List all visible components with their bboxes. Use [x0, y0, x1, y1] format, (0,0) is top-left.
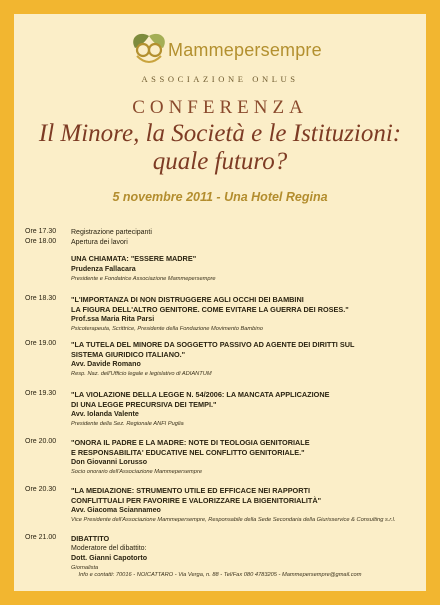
talk-title-line-1: "L'IMPORTANZA DI NON DISTRUGGERE AGLI OCCHI DEI BAMBINI — [71, 295, 304, 304]
talk-title-line-2: CONFLITTUALI PER FAVORIRE E VALORIZZARE LA BIGENITORIALITÀ" — [71, 495, 322, 505]
schedule-text: Apertura dei lavori — [71, 239, 128, 246]
talk-title-line-2: SISTEMA GIURIDICO ITALIANO." — [71, 349, 186, 359]
speaker-role: Socio onorario dell'Associazione Mammepersempre — [71, 469, 203, 475]
talk-title: UNA CHIAMATA: "ESSERE MADRE" — [71, 254, 197, 263]
speaker-role: Psicoterapeuta, Scrittrice, Presidente della Fondazione Movimento Bambino — [71, 326, 263, 332]
talk-title-line-2: E RESPONSABILITA' EDUCATIVE NEL CONFLITTO GENITORIALE." — [71, 447, 305, 457]
logo — [14, 26, 426, 88]
talk-title-line-1: "LA VIOLAZIONE DELLA LEGGE N. 54/2006: LA MANCATA APPLICAZIONE — [71, 390, 330, 399]
speaker-role: Vice Presidente dell'Associazione Mammepersempre, Responsabile della Sede Secondaria della Giurisservice & Consulting s.r.l. — [71, 517, 396, 523]
talk-title: DIBATTITO — [71, 534, 110, 543]
schedule-time: Ore 19.30 — [25, 390, 57, 397]
speaker-role: Presidente e Fondatrice Associazione Mammepersempre — [71, 275, 216, 282]
schedule-time: Ore 18.00 — [25, 238, 57, 245]
date-venue: 5 novembre 2011 - Una Hotel Regina — [112, 190, 328, 204]
schedule-time: Ore 19.00 — [25, 340, 57, 347]
speaker-name: Avv. Iolanda Valente — [71, 410, 139, 418]
schedule-time: Ore 20.00 — [25, 438, 57, 445]
speaker-role: Presidente della Sez. Regionale ANFI Puglia — [71, 421, 184, 427]
talk-title-line-2: DI UNA LEGGE PRECURSIVA DEI TEMPI." — [71, 399, 217, 409]
conference-title — [14, 120, 426, 176]
schedule-time: Ore 18.30 — [25, 295, 57, 302]
schedule-text: Registrazione partecipanti — [71, 229, 152, 236]
contact-footer: Info e contatti: 70016 - NOICATTARO - Via Verga, n. 88 - Tel/Fax 080 4783205 - Mammepersempre@gmail.com — [78, 572, 362, 578]
speaker-name: Don Giovanni Lorusso — [71, 458, 148, 466]
speaker-name: Prudenza Fallacara — [71, 264, 136, 273]
talk-title-line-1: "ONORA IL PADRE E LA MADRE: NOTE DI TEOLOGIA GENITORIALE — [71, 438, 310, 447]
moderator-label: Moderatore del dibattito: — [71, 544, 147, 552]
poster-sheet — [14, 14, 426, 591]
title-line-1: Il Minore, la Società e le Istituzioni: — [38, 120, 402, 147]
schedule-time: Ore 20.30 — [25, 486, 57, 493]
schedule-time: Ore 17.30 — [25, 228, 57, 235]
talk-title-line-1: "LA TUTELA DEL MINORE DA SOGGETTO PASSIVO AD AGENTE DEI DIRITTI SUL — [71, 340, 355, 349]
association-subtitle: ASSOCIAZIONE ONLUS — [141, 74, 299, 84]
speaker-role: Resp. Naz. dell'Ufficio legale e legislativo di ADIANTUM — [71, 371, 212, 377]
title-line-2: quale futuro? — [152, 148, 288, 175]
talk-title-line-1: "LA MEDIAZIONE: STRUMENTO UTILE ED EFFICACE NEI RAPPORTI — [71, 486, 310, 495]
talk-title-line-2: LA FIGURA DELL'ALTRO GENITORE. COME EVITARE LA GUERRA DEI ROSES." — [71, 304, 349, 314]
leaf-heart-logo-icon — [127, 26, 171, 66]
brand-name: Mammepersempre — [168, 40, 322, 60]
speaker-name: Avv. Davide Romano — [71, 360, 141, 368]
speaker-name: Dott. Gianni Capotorto — [71, 554, 148, 562]
speaker-role: Giornalista — [71, 565, 99, 571]
speaker-name: Avv. Giacoma Sciannameo — [71, 506, 161, 514]
conference-heading: CONFERENZA — [132, 97, 308, 118]
speaker-name: Prof.ssa Maria Rita Parsi — [71, 315, 155, 323]
schedule-time: Ore 21.00 — [25, 534, 57, 541]
